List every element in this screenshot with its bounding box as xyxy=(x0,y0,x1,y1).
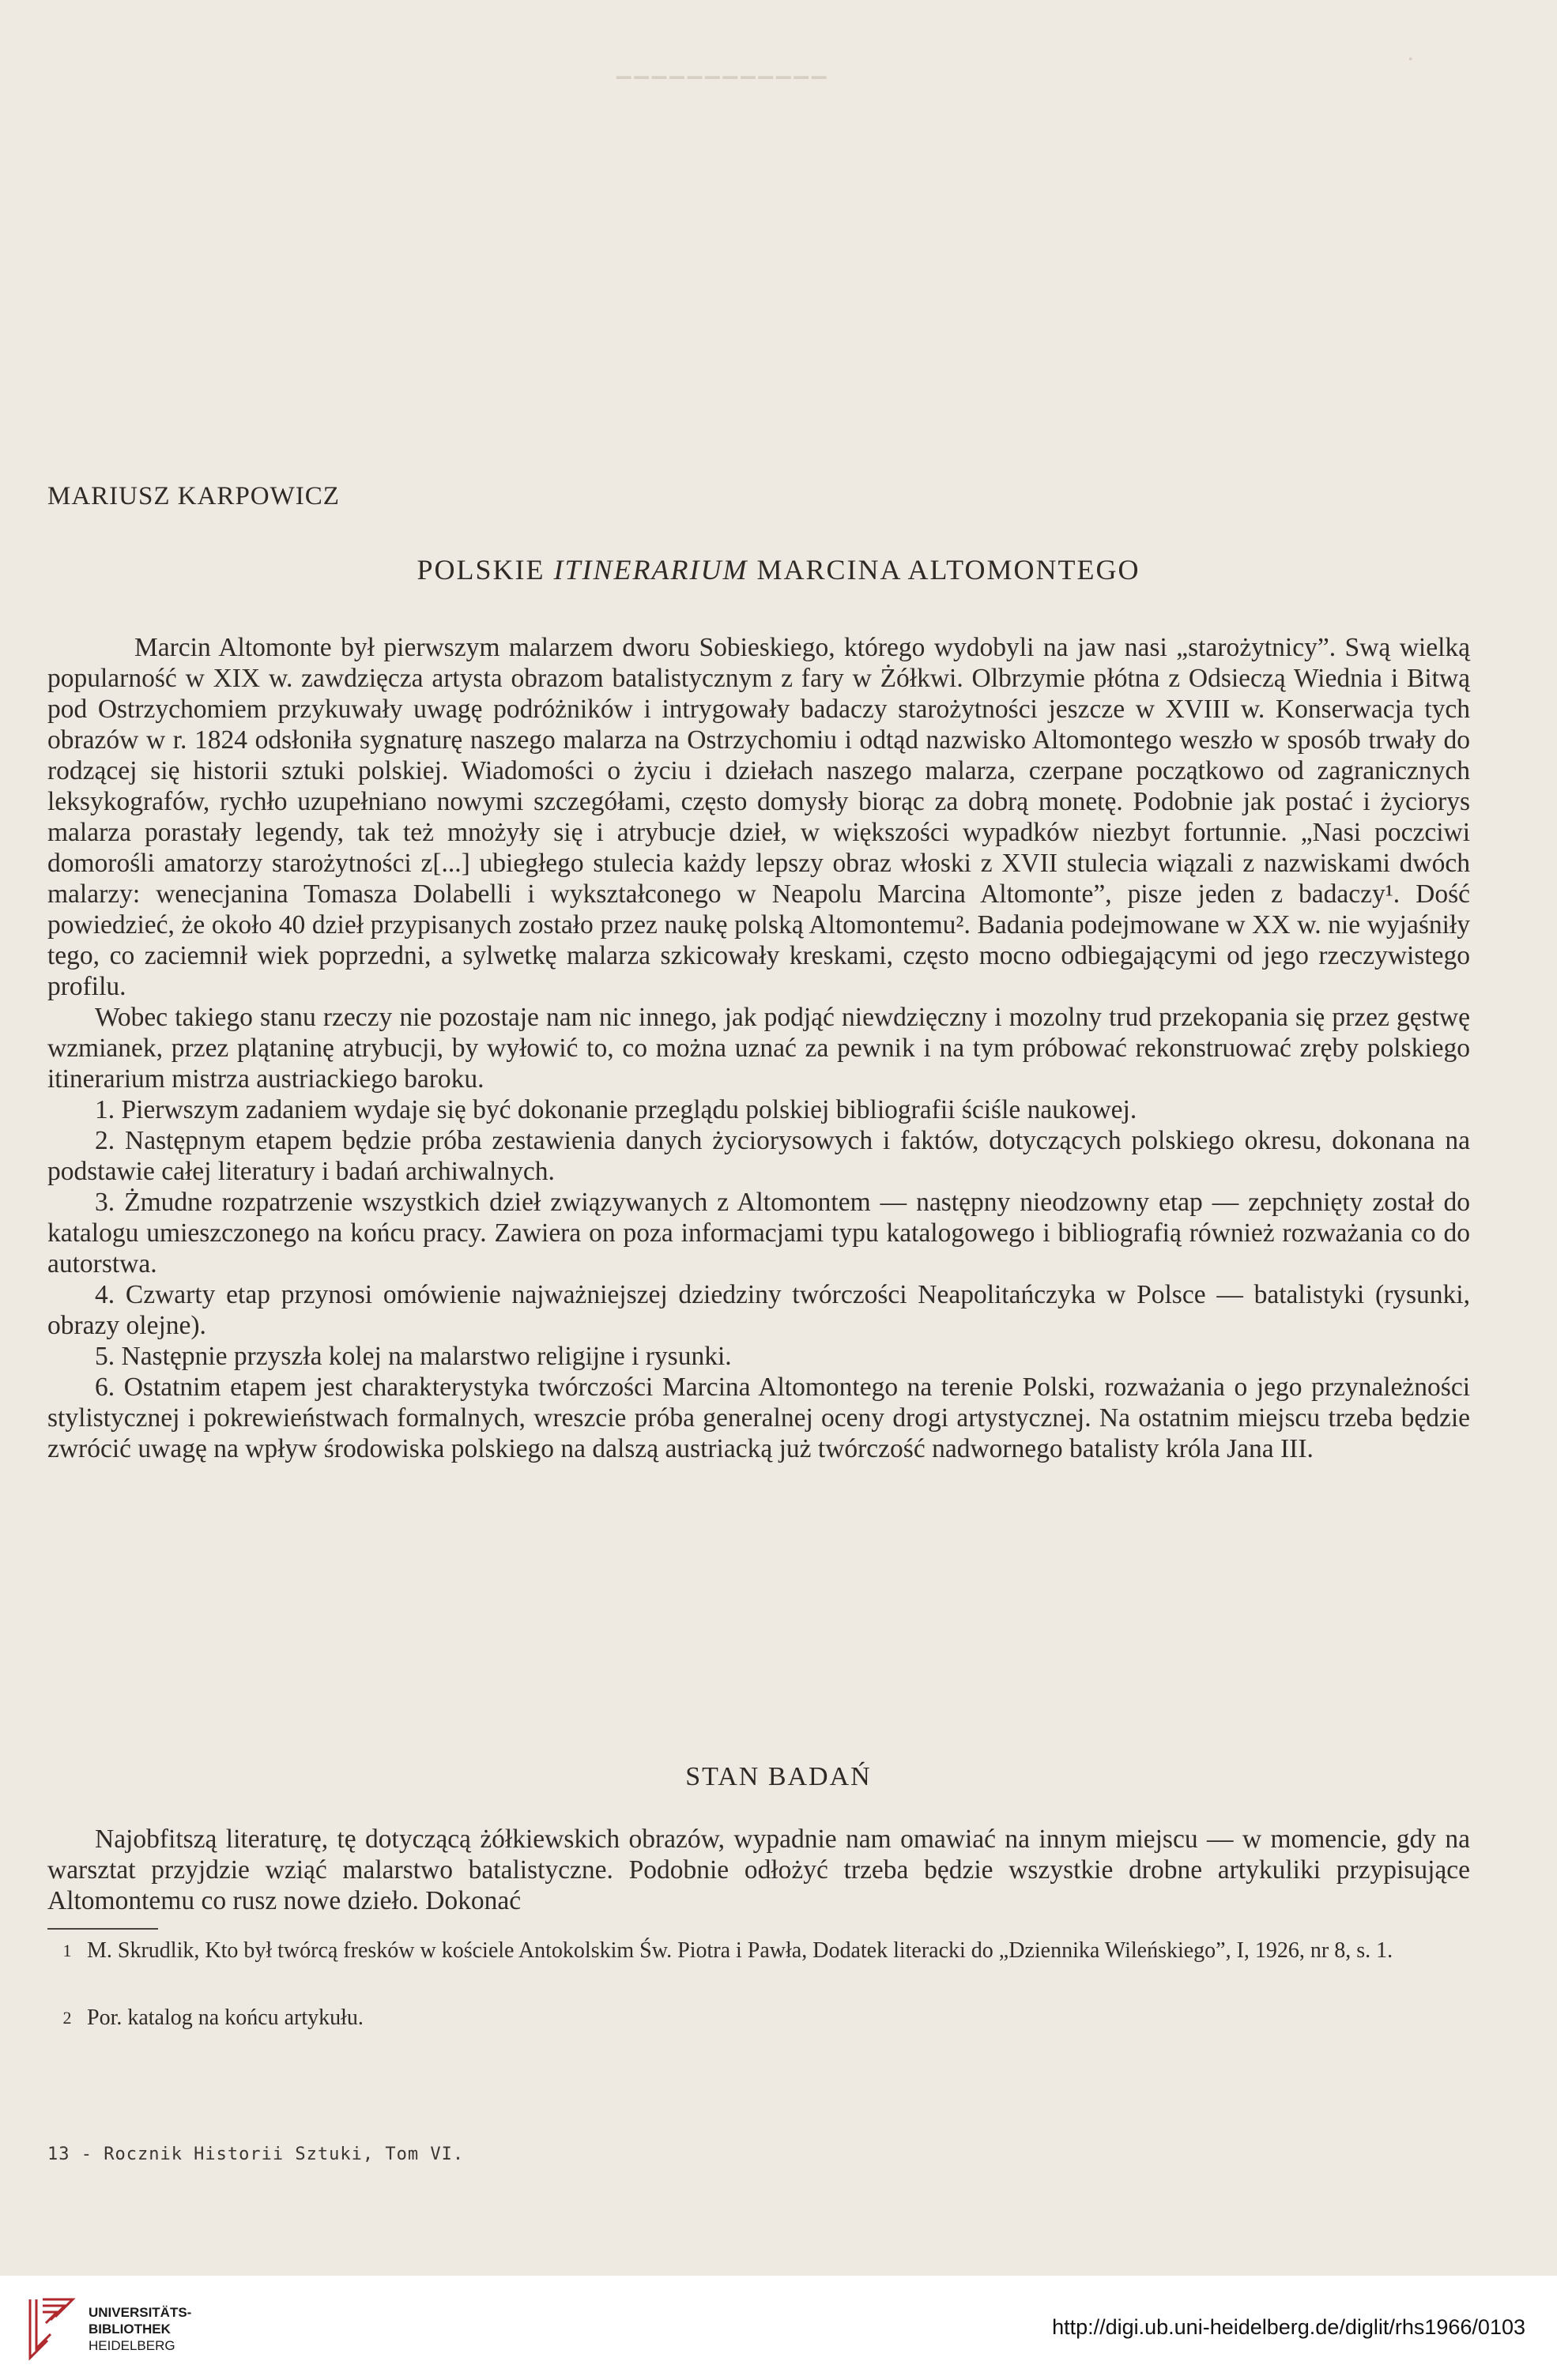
bleed-through-page-number: · xyxy=(1407,46,1415,73)
paragraph: 3. Żmudne rozpatrzenie wszystkich dzieł związywanych z Altomontem — następny nieodzowny etap — zepchnięty został do katalogu umieszczonego na końcu pracy. Zawiera on poza informacjami typu katalogowego i bibliografią również rozważania co do autorstwa. xyxy=(47,1188,1470,1278)
intro-body xyxy=(47,632,1470,1464)
footnote-number: 2 xyxy=(62,2008,72,2028)
footnote-number: 1 xyxy=(62,1941,72,1960)
author-name: MARIUSZ KARPOWICZ xyxy=(47,482,340,510)
footnote-text: M. Skrudlik, Kto był twórcą fresków w kościele Antokolskim Św. Piotra i Pawła, Dodatek literacki do „Dziennika Wileńskiego”, I, 1926, nr 8, s. 1. xyxy=(87,1938,1393,1963)
title-italic: ITINERARIUM xyxy=(553,554,748,586)
source-url-link[interactable]: http://digi.ub.uni-heidelberg.de/diglit/rhs1966/0103 xyxy=(1052,2315,1525,2339)
library-name: UNIVERSITÄTS- BIBLIOTHEK HEIDELBERG xyxy=(89,2305,192,2353)
university-library-logo-icon xyxy=(24,2293,79,2364)
paragraph: 2. Następnym etapem będzie próba zestawienia danych życiorysowych i faktów, dotyczących polskiego okresu, dokonana na podstawie całej literatury i badań archiwalnych. xyxy=(47,1126,1470,1186)
paragraph: 4. Czwarty etap przynosi omówienie najważniejszej dziedziny twórczości Neapolitańczyka w Polsce — batalistyki (rysunki, obrazy olejne). xyxy=(47,1280,1470,1340)
paragraph: 6. Ostatnim etapem jest charakterystyka twórczości Marcina Altomontego na terenie Polski, rozważania o jego przynależności stylistycznej i pokrewieństwach formalnych, wreszcie próba generalnej oceny drogi artystycznej. Na ostatnim miejscu trzeba będzie zwrócić uwagę na wpływ środowiska polskiego na dalszą austriacką już twórczość nadwornego batalisty króla Jana III. xyxy=(47,1373,1470,1463)
footnote-text: Por. katalog na końcu artykułu. xyxy=(87,2005,364,2030)
paragraph: 5. Następnie przyszła kolej na malarstwo religijne i rysunki. xyxy=(95,1342,732,1371)
library-footer xyxy=(0,2276,1557,2380)
section-heading: STAN BADAŃ xyxy=(685,1762,872,1791)
printer-signature: 13 - Rocznik Historii Sztuki, Tom VI. xyxy=(47,2145,465,2164)
footnote xyxy=(47,2003,1470,2033)
paragraph: Najobfitszą literaturę, tę dotyczącą żółkiewskich obrazów, wypadnie nam omawiać na innym miejscu — w momencie, gdy na warsztat przyjdzie wziąć malarstwo batalistyczne. Podobnie odłożyć trzeba będzie wszystkie drobne artykuliki przypisujące Altomontemu co rusz nowe dzieło. Dokonać xyxy=(47,1825,1470,1915)
paragraph: Marcin Altomonte był pierwszym malarzem dworu Sobieskiego, którego wydobyli na jaw nasi „starożytnicy”. Swą wielką popularność w XIX w. zawdzięcza artysta obrazom batalistycznym z fary w Żółkwi. Olbrzymie płótna z Odsieczą Wiednia i Bitwą pod Ostrzychomiem przykuwały uwagę podróżników i intrygowały badaczy starożytności jeszcze w XVIII w. Konserwacja tych obrazów w r. 1824 odsłoniła sygnaturę naszego malarza na Ostrzychomiu i odtąd nazwisko Altomontego weszło w sposób trwały do rodzącej się historii sztuki polskiej. Wiadomości o życiu i dziełach naszego malarza, czerpane początkowo od zagranicznych leksykografów, rychło uzupełniano nowymi szczegółami, często domysły biorąc za dobrą monetę. Podobnie jak postać i życiorys malarza porastały legendy, tak też mnożyły się i atrybucje dzieł, w większości wypadków niezbyt fortunnie. „Nasi poczciwi domorośli amatorzy starożytności z[...] ubiegłego stulecia każdy lepszy obraz włoski z XVII stulecia wiązali z nazwiskami dwóch malarzy: wenecjanina Tomasza Dolabelli i wykształconego w Neapolu Marcina Altomonte”, pisze jeden z badaczy¹. Dość powiedzieć, że około 40 dzieł przypisanych zostało przez naukę polską Altomontemu². Badania podejmowane w XX w. nie wyjaśniły tego, co zaciemnił wiek poprzedni, a sylwetkę malarza szkicowały kreskami, często mocno odbiegającymi od jego rzeczywistego profilu. xyxy=(47,633,1470,1001)
paragraph: 1. Pierwszym zadaniem wydaje się być dokonanie przeglądu polskiej bibliografii ściśle naukowej. xyxy=(95,1095,1137,1124)
footnote-rule xyxy=(47,1928,158,1930)
footnote xyxy=(47,1936,1470,1966)
section-body xyxy=(47,1824,1470,1916)
paragraph: Wobec takiego stanu rzeczy nie pozostaje nam nic innego, jak podjąć niewdzięczny i mozolny trud przekopania się przez gęstwę wzmianek, przez plątaninę atrybucji, by wyłowić to, co można uznać za pewnik i na tym próbować rekonstruować zręby polskiego itinerarium mistrza austriackiego baroku. xyxy=(47,1003,1470,1094)
article-title xyxy=(0,553,1557,586)
title-prefix: POLSKIE xyxy=(417,554,554,586)
title-suffix: MARCINA ALTOMONTEGO xyxy=(748,554,1140,586)
bleed-through-text: ▁▁▁▁▁▁▁▁▁▁▁▁ xyxy=(616,57,830,79)
